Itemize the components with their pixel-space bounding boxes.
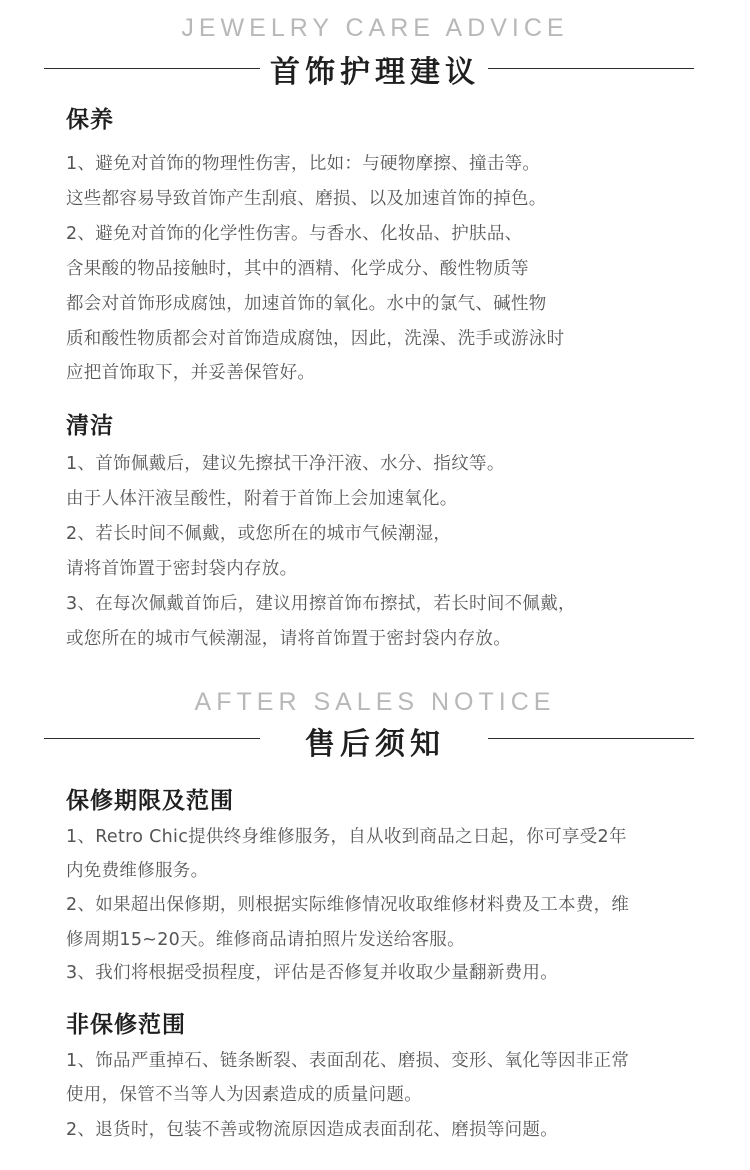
warranty-heading: 保修期限及范围: [66, 788, 234, 814]
cleaning-heading: 清洁: [66, 413, 114, 439]
maintenance-line: 含果酸的物品接触时，其中的酒精、化学成分、酸性物质等: [66, 259, 529, 279]
maintenance-line: 1、避免对首饰的物理性伤害，比如：与硬物摩擦、撞击等。: [66, 154, 541, 174]
warranty-line: 2、如果超出保修期，则根据实际维修情况收取维修材料费及工本费，维: [66, 895, 630, 915]
maintenance-heading: 保养: [66, 107, 114, 133]
warranty-line: 修周期15~20天。维修商品请拍照片发送给客服。: [66, 930, 465, 950]
cleaning-line: 2、若长时间不佩戴，或您所在的城市气候潮湿，: [66, 524, 452, 544]
maintenance-line: 质和酸性物质都会对首饰造成腐蚀，因此，洗澡、洗手或游泳时: [66, 329, 565, 349]
maintenance-line: 这些都容易导致首饰产生刮痕、磨损、以及加速首饰的掉色。: [66, 189, 547, 209]
maintenance-line: 2、避免对首饰的化学性伤害。与香水、化妆品、护肤品、: [66, 224, 523, 244]
cleaning-line: 3、在每次佩戴首饰后，建议用擦首饰布擦拭，若长时间不佩戴，: [66, 594, 576, 614]
warranty-line: 1、Retro Chic提供终身维修服务，自从收到商品之日起，你可享受2年: [66, 827, 627, 847]
warranty-line: 3、我们将根据受损程度，评估是否修复并收取少量翻新费用。: [66, 963, 559, 983]
non-warranty-line: 使用，保管不当等人为因素造成的质量问题。: [66, 1085, 422, 1105]
non-warranty-line: 1、饰品严重掉石、链条断裂、表面刮花、磨损、变形、氧化等因非正常: [66, 1051, 630, 1071]
non-warranty-heading: 非保修范围: [66, 1012, 186, 1038]
maintenance-line: 都会对首饰形成腐蚀，加速首饰的氧化。水中的氯气、碱性物: [66, 294, 547, 314]
warranty-line: 内免费维修服务。: [66, 861, 209, 881]
after-sales-cn-title: 售后须知: [305, 727, 445, 762]
maintenance-line: 应把首饰取下，并妥善保管好。: [66, 363, 316, 383]
after-sales-en-title: AFTER SALES NOTICE: [194, 688, 556, 716]
cleaning-line: 1、首饰佩戴后，建议先擦拭干净汗液、水分、指纹等。: [66, 454, 505, 474]
cleaning-line: 或您所在的城市气候潮湿，请将首饰置于密封袋内存放。: [66, 629, 511, 649]
non-warranty-line: 2、退货时，包装不善或物流原因造成表面刮花、磨损等问题。: [66, 1120, 559, 1140]
care-en-title: JEWELRY CARE ADVICE: [181, 14, 569, 42]
cleaning-line: 请将首饰置于密封袋内存放。: [66, 559, 298, 579]
cleaning-line: 由于人体汗液呈酸性，附着于首饰上会加速氧化。: [66, 489, 458, 509]
care-cn-title: 首饰护理建议: [270, 55, 480, 90]
